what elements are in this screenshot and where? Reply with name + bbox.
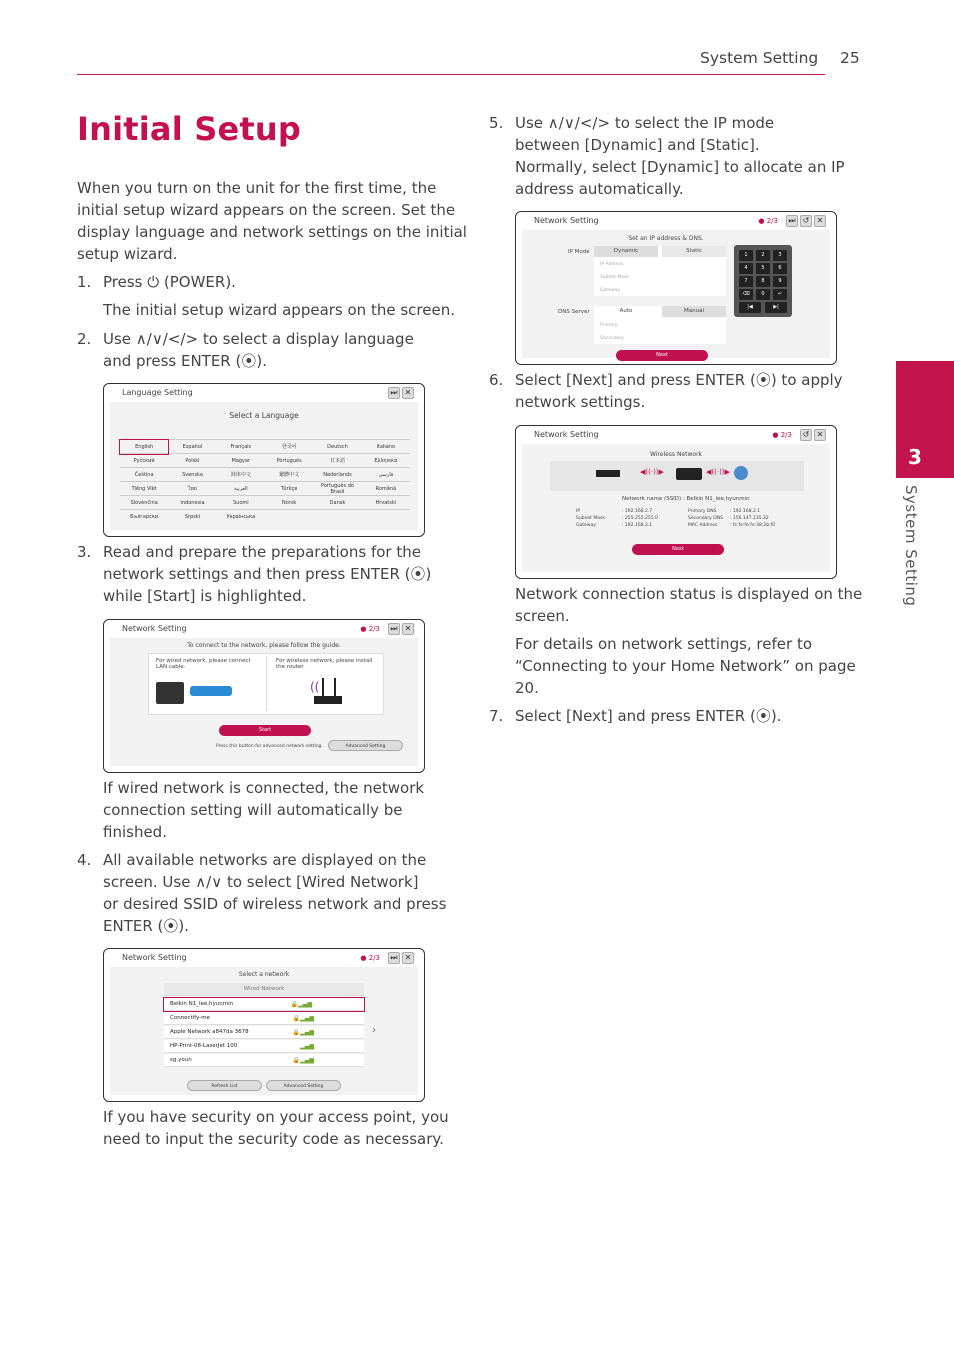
step-line: or desired SSID of wireless network and press: [103, 895, 447, 913]
globe-icon: [734, 466, 748, 480]
lock-signal-icon: 🔒▂▄▆: [292, 1029, 314, 1036]
step-number: 6.: [489, 371, 504, 389]
lock-signal-icon: 🔒▂▄▆: [292, 1015, 314, 1022]
screen-subtitle: To connect to the network, please follow the guide.: [187, 642, 341, 649]
intro-paragraph: [77, 177, 467, 265]
screen-subtitle: Select a network: [238, 971, 290, 978]
network-row: [164, 1026, 364, 1039]
advanced-setting-button: Advanced Setting: [266, 1080, 341, 1091]
header-rule: [77, 74, 825, 75]
language-cell: Polski: [168, 454, 216, 468]
language-cell: Українська: [217, 510, 265, 524]
network-list-screenshot: [103, 948, 425, 1102]
signal-arrow-icon: ◀((·))▶: [640, 468, 664, 476]
advanced-setting-button: Advanced Setting: [328, 740, 403, 751]
left-values: [622, 508, 658, 529]
language-row: [120, 440, 410, 454]
network-guide-screenshot: [103, 619, 425, 773]
language-setting-screenshot: [103, 383, 425, 537]
language-cell: Svenska: [168, 468, 216, 482]
static-tab: Static: [662, 246, 726, 257]
language-row: [120, 510, 410, 524]
language-cell: Português do Brasil: [313, 482, 361, 496]
router-antenna: [334, 678, 336, 696]
secondary-dns-value: : 156.147.135.32: [730, 516, 769, 521]
skip-icon: ⏭: [388, 952, 400, 964]
language-cell: Hrvatski: [362, 496, 410, 510]
mac-address-value: : fc:fe:fe:fe:38:2b:f0: [730, 523, 776, 528]
step-line: while [Start] is highlighted.: [103, 587, 307, 605]
router-antenna: [322, 678, 324, 696]
step-3-text: [103, 541, 431, 607]
language-cell: 한국어: [265, 440, 313, 454]
network-row: [164, 1012, 364, 1025]
step-7-text: Select [Next] and press ENTER (⦿).: [515, 707, 782, 725]
signal-icon: ▂▄▆: [300, 1043, 314, 1050]
language-cell: English: [120, 440, 168, 454]
screen-title: Network Setting: [122, 624, 187, 633]
note-line: “Connecting to your Home Network” on page: [515, 657, 856, 675]
language-row: [120, 496, 410, 510]
wired-hint: For wired network, please connect LAN cable.: [156, 658, 251, 670]
close-icon: ✕: [814, 429, 826, 441]
language-grid: [120, 439, 410, 524]
step-line: ENTER (⦿).: [103, 917, 190, 935]
left-labels: [576, 508, 605, 529]
language-cell: Indonesia: [168, 496, 216, 510]
step-number: 4.: [77, 851, 92, 869]
advanced-hint: Press this button for advanced network setting.: [216, 744, 323, 749]
note-line: connection setting will automatically be: [103, 801, 403, 819]
page-title: Initial Setup: [77, 110, 301, 148]
divider: [266, 656, 267, 711]
ssid-label: Belkin N1_lee,hyunmin: [170, 1001, 234, 1007]
step-line: Select [Next] and press ENTER (⦿) to apply: [515, 371, 843, 389]
ip-label: IP: [576, 509, 581, 514]
chevron-right-icon: ›: [372, 1025, 376, 1036]
secondary-dns-label: Secondary DNS: [688, 516, 723, 521]
note-line: 20.: [515, 679, 539, 697]
ip-setting-screenshot: [515, 211, 837, 365]
language-cell: Español: [168, 440, 216, 454]
primary-dns-value: : 192.168.2.1: [730, 509, 761, 514]
backspace-key-icon: ⌫: [739, 289, 753, 300]
primary-dns-label: Primary DNS: [688, 509, 717, 514]
note-line: For details on network settings, refer to: [515, 635, 813, 653]
screen-title: Network Setting: [534, 430, 599, 439]
language-cell: Italiano: [362, 440, 410, 454]
key-0: 0: [756, 289, 770, 300]
subnet-label: Subnet Mask: [600, 275, 629, 280]
language-cell: Magyar: [217, 454, 265, 468]
network-row: [164, 1054, 364, 1067]
start-button: Start: [219, 725, 311, 736]
running-header-section: System Setting: [700, 49, 819, 67]
page-dots: ● 2/3: [360, 625, 380, 633]
step-1-text: Press ⏻ (POWER).: [103, 273, 236, 291]
note-line: If wired network is connected, the network: [103, 779, 425, 797]
chapter-label: System Setting: [902, 485, 920, 607]
language-cell: Nederlands: [313, 468, 361, 482]
ip-value: : 192.168.2.7: [622, 509, 653, 514]
language-cell: Čeština: [120, 468, 168, 482]
step-5-text: [515, 112, 845, 200]
language-cell: Tiếng Việt: [120, 482, 168, 496]
key-4: 4: [739, 263, 753, 274]
right-labels: [688, 508, 723, 529]
step-line: address automatically.: [515, 180, 684, 198]
key-6: 6: [773, 263, 787, 274]
step-1-note: The initial setup wizard appears on the screen.: [103, 301, 455, 319]
step-line: network settings and then press ENTER (⦿): [103, 565, 432, 583]
skip-icon: ⏭: [388, 623, 400, 635]
next-button: Next: [632, 544, 724, 555]
language-cell: 繁體中文: [265, 468, 313, 482]
gateway-label: Gateway: [600, 288, 620, 293]
step-6-note-1: [515, 583, 862, 627]
screen-controls: [772, 429, 826, 441]
chapter-tab: [896, 361, 954, 478]
ip-mode-label: IP Mode: [568, 249, 590, 255]
intro-line: When you turn on the unit for the first time, the: [77, 179, 437, 197]
close-icon: ✕: [402, 623, 414, 635]
router-body: [314, 696, 342, 704]
language-cell: Ελληνικά: [362, 454, 410, 468]
network-row: [164, 1040, 364, 1053]
language-cell: Srpski: [168, 510, 216, 524]
screen-controls: [758, 215, 826, 227]
key-8: 8: [756, 276, 770, 287]
network-row-selected: [164, 998, 364, 1011]
ip-address-label: IP Address: [600, 262, 624, 267]
step-line: network settings.: [515, 393, 646, 411]
back-icon: ↺: [800, 215, 812, 227]
ssid-label: Apple Network a847da 3678: [170, 1029, 249, 1035]
page-dots: ● 2/3: [772, 431, 792, 439]
language-cell: Deutsch: [313, 440, 361, 454]
dynamic-tab: Dynamic: [594, 246, 658, 257]
signal-arrow-icon: ◀((·))▶: [706, 468, 730, 476]
lan-cable-icon: [190, 686, 232, 696]
language-cell: Dansk: [313, 496, 361, 510]
language-cell: Türkçe: [265, 482, 313, 496]
dns-server-label: DNS Server: [558, 309, 590, 315]
key-9: 9: [773, 276, 787, 287]
lock-signal-icon: 🔒▂▄▆: [292, 1057, 314, 1064]
language-cell: فارسی: [362, 468, 410, 482]
ssid-line: Network name (SSID) : Belkin N1_lee,hyunmin: [622, 496, 750, 502]
language-cell: العربية: [217, 482, 265, 496]
step-line: between [Dynamic] and [Static].: [515, 136, 760, 154]
language-cell: [265, 510, 313, 524]
screen-title: Network Setting: [534, 216, 599, 225]
language-cell: Suomi: [217, 496, 265, 510]
ssid-label: Connectify-me: [170, 1015, 210, 1021]
step-line: Normally, select [Dynamic] to allocate an IP: [515, 158, 845, 176]
enter-key-icon: ↵: [773, 289, 787, 300]
skip-icon: ⏭: [388, 387, 400, 399]
prev-key-icon: |◀: [739, 302, 761, 313]
screen-title: Network Setting: [122, 953, 187, 962]
language-cell: Pусский: [120, 454, 168, 468]
language-cell: Slovenčina: [120, 496, 168, 510]
manual-tab: Manual: [662, 306, 726, 317]
gateway-value: : 192.168.2.1: [622, 523, 653, 528]
key-3: 3: [773, 250, 787, 261]
page-dots: ● 2/3: [360, 954, 380, 962]
auto-tab: Auto: [594, 306, 658, 317]
screen-controls: [386, 387, 414, 399]
language-cell: ไทย: [168, 482, 216, 496]
language-cell: 简体中文: [217, 468, 265, 482]
lan-port-icon: [156, 682, 184, 704]
page-number: 25: [840, 49, 860, 67]
step-number: 1.: [77, 273, 92, 291]
step-4-note: [103, 1106, 449, 1150]
step-line: Read and prepare the preparations for the: [103, 543, 421, 561]
key-2: 2: [756, 250, 770, 261]
step-6-note-2: [515, 633, 856, 699]
close-icon: ✕: [402, 952, 414, 964]
step-line: Use ∧/∨/</> to select the IP mode: [515, 114, 775, 132]
step-line: All available networks are displayed on the: [103, 851, 427, 869]
right-values: [730, 508, 775, 529]
language-cell: [362, 510, 410, 524]
skip-icon: ⏭: [786, 215, 798, 227]
step-line: and press ENTER (⦿).: [103, 352, 267, 370]
note-line: screen.: [515, 607, 570, 625]
secondary-label: Secondary: [600, 336, 624, 341]
step-2-text: [103, 328, 414, 372]
step-number: 7.: [489, 707, 504, 725]
chapter-number: 3: [908, 445, 922, 469]
language-cell: Български: [120, 510, 168, 524]
step-line: Use ∧/∨/</> to select a display language: [103, 330, 414, 348]
page-dots: ● 2/3: [758, 217, 778, 225]
primary-label: Primary: [600, 323, 618, 328]
step-number: 5.: [489, 114, 504, 132]
subnet-value: : 255.255.255.0: [622, 516, 658, 521]
step-6-text: [515, 369, 843, 413]
language-cell: Norsk: [265, 496, 313, 510]
step-number: 2.: [77, 330, 92, 348]
screen-controls: [360, 623, 414, 635]
screen-subtitle: Wireless Network: [649, 451, 703, 458]
step-3-note: [103, 777, 424, 843]
step-line: screen. Use ∧/∨ to select [Wired Network]: [103, 873, 419, 891]
next-key-icon: ▶|: [765, 302, 787, 313]
wireless-status-screenshot: [515, 425, 837, 579]
intro-line: setup wizard.: [77, 245, 178, 263]
note-line: Network connection status is displayed on the: [515, 585, 863, 603]
router-icon: [676, 468, 702, 480]
next-button: Next: [616, 350, 708, 361]
ssid-label: sg.youn: [170, 1057, 192, 1063]
screen-subtitle: Set an IP address & DNS.: [628, 235, 704, 242]
key-1: 1: [739, 250, 753, 261]
note-line: finished.: [103, 823, 167, 841]
wifi-waves-icon: ((: [310, 680, 320, 694]
step-number: 3.: [77, 543, 92, 561]
language-cell: 日本語: [313, 454, 361, 468]
note-line: If you have security on your access point, you: [103, 1108, 449, 1126]
note-line: need to input the security code as necessary.: [103, 1130, 444, 1148]
language-cell: Français: [217, 440, 265, 454]
back-icon: ↺: [800, 429, 812, 441]
screen-title: Language Setting: [122, 388, 193, 397]
gateway-label: Gateway: [576, 523, 596, 528]
mac-address-label: MAC Address: [688, 523, 718, 528]
key-7: 7: [739, 276, 753, 287]
router-icon: [310, 678, 342, 708]
language-row: [120, 468, 410, 482]
key-5: 5: [756, 263, 770, 274]
subnet-label: Subnet Mask: [576, 516, 605, 521]
refresh-list-button: Refresh List: [187, 1080, 262, 1091]
screen-subtitle: Select a Language: [229, 411, 299, 420]
language-row: [120, 454, 410, 468]
close-icon: ✕: [402, 387, 414, 399]
screen-controls: [360, 952, 414, 964]
language-row: [120, 482, 410, 496]
wireless-hint: For wireless network, please install the router.: [276, 658, 373, 670]
language-cell: Português: [265, 454, 313, 468]
lock-signal-icon: 🔒▂▄▆: [290, 1001, 312, 1008]
wired-network-row: Wired Network: [164, 983, 364, 996]
player-icon: [596, 470, 620, 477]
ssid-label: HP-Print-08-LaserJet 100: [170, 1043, 238, 1049]
language-cell: Română: [362, 482, 410, 496]
close-icon: ✕: [814, 215, 826, 227]
intro-line: initial setup wizard appears on the screen. Set the: [77, 201, 456, 219]
intro-line: display language and network settings on the initial: [77, 223, 467, 241]
step-4-text: [103, 849, 446, 937]
language-cell: [313, 510, 361, 524]
